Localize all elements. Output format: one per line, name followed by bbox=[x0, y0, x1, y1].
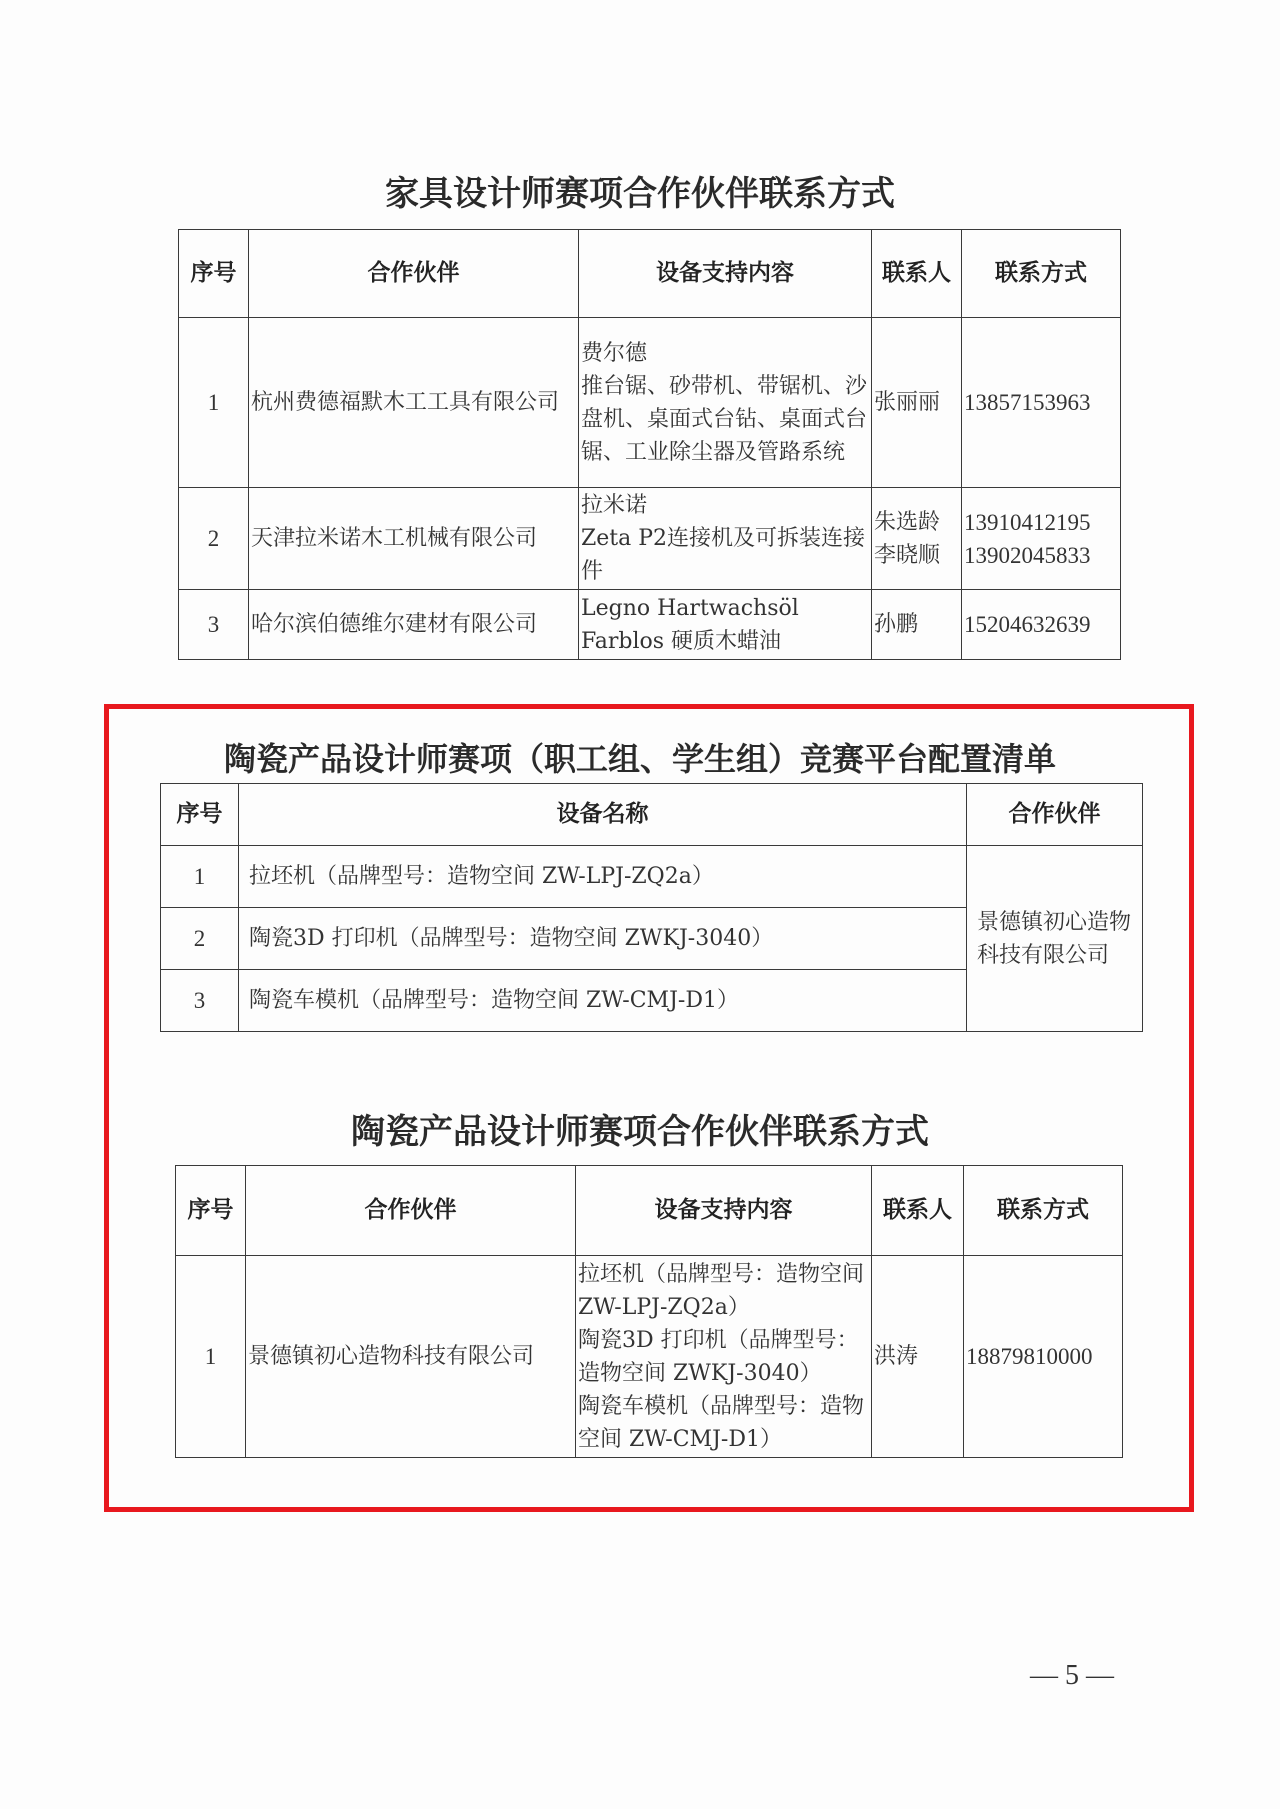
header-no: 序号 bbox=[179, 230, 249, 318]
table-row bbox=[179, 318, 1121, 488]
row-phone: 15204632639 bbox=[962, 590, 1121, 660]
row-phone bbox=[962, 488, 1121, 590]
phone-line: 13910412195 bbox=[964, 509, 1091, 535]
row-no: 3 bbox=[179, 590, 249, 660]
header-content: 设备支持内容 bbox=[576, 1166, 872, 1256]
row-contact: 孙鹏 bbox=[872, 590, 962, 660]
row-equipment: 拉坯机（品牌型号：造物空间 ZW-LPJ-ZQ2a） bbox=[239, 846, 967, 908]
content-line: Zeta P2连接机及可拆装连接件 bbox=[581, 526, 866, 584]
row-partner: 天津拉米诺木工机械有限公司 bbox=[249, 488, 579, 590]
phone-line: 13902045833 bbox=[964, 542, 1091, 568]
row-no: 1 bbox=[179, 318, 249, 488]
header-contact: 联系人 bbox=[872, 1166, 964, 1256]
furniture-partner-table bbox=[178, 229, 1121, 660]
page-number: — 5 — bbox=[1030, 1660, 1114, 1691]
table-header-row bbox=[176, 1166, 1123, 1256]
header-no: 序号 bbox=[176, 1166, 246, 1256]
row-equipment: 陶瓷车模机（品牌型号：造物空间 ZW-CMJ-D1） bbox=[239, 970, 967, 1032]
row-equipment: 陶瓷3D 打印机（品牌型号：造物空间 ZWKJ-3040） bbox=[239, 908, 967, 970]
header-phone: 联系方式 bbox=[962, 230, 1121, 318]
table-row bbox=[179, 488, 1121, 590]
row-partner: 杭州费德福默木工工具有限公司 bbox=[249, 318, 579, 488]
content-line: Farblos 硬质木蜡油 bbox=[581, 628, 782, 654]
row-partner: 景德镇初心造物科技有限公司 bbox=[967, 846, 1143, 1032]
table-row bbox=[161, 846, 1143, 908]
header-partner: 合作伙伴 bbox=[249, 230, 579, 318]
row-phone: 18879810000 bbox=[964, 1256, 1123, 1458]
table-row bbox=[176, 1256, 1123, 1458]
contact-line: 李晓顺 bbox=[874, 542, 941, 568]
section3-title: 陶瓷产品设计师赛项合作伙伴联系方式 bbox=[351, 1112, 929, 1152]
content-line: 陶瓷车模机（品牌型号：造物空间 ZW-CMJ-D1） bbox=[578, 1393, 865, 1452]
content-line: 拉坯机（品牌型号：造物空间 ZW-LPJ-ZQ2a） bbox=[578, 1261, 865, 1320]
row-content bbox=[579, 488, 872, 590]
row-partner: 哈尔滨伯德维尔建材有限公司 bbox=[249, 590, 579, 660]
row-contact: 张丽丽 bbox=[872, 318, 962, 488]
header-contact: 联系人 bbox=[872, 230, 962, 318]
row-phone: 13857153963 bbox=[962, 318, 1121, 488]
row-content bbox=[576, 1256, 872, 1458]
table-header-row bbox=[161, 784, 1143, 846]
row-contact: 洪涛 bbox=[872, 1256, 964, 1458]
content-line: 推台锯、砂带机、带锯机、沙盘机、桌面式台钻、桌面式台锯、工业除尘器及管路系统 bbox=[581, 373, 868, 465]
contact-line: 朱选龄 bbox=[874, 509, 941, 535]
header-phone: 联系方式 bbox=[964, 1166, 1123, 1256]
row-no: 2 bbox=[179, 488, 249, 590]
section1-title: 家具设计师赛项合作伙伴联系方式 bbox=[385, 174, 895, 214]
header-partner: 合作伙伴 bbox=[246, 1166, 576, 1256]
row-content bbox=[579, 318, 872, 488]
content-line: 费尔德 bbox=[581, 340, 648, 366]
table-header-row bbox=[179, 230, 1121, 318]
header-partner: 合作伙伴 bbox=[967, 784, 1143, 846]
content-line: Legno Hartwachsöl bbox=[581, 595, 799, 621]
row-no: 2 bbox=[161, 908, 239, 970]
content-line: 陶瓷3D 打印机（品牌型号：造物空间 ZWKJ-3040） bbox=[578, 1327, 859, 1386]
header-no: 序号 bbox=[161, 784, 239, 846]
row-partner: 景德镇初心造物科技有限公司 bbox=[246, 1256, 576, 1458]
row-no: 3 bbox=[161, 970, 239, 1032]
row-content bbox=[579, 590, 872, 660]
header-content: 设备支持内容 bbox=[579, 230, 872, 318]
content-line: 拉米诺 bbox=[581, 493, 648, 518]
table-row bbox=[179, 590, 1121, 660]
ceramic-partner-table bbox=[175, 1165, 1123, 1458]
header-equipment: 设备名称 bbox=[239, 784, 967, 846]
row-no: 1 bbox=[176, 1256, 246, 1458]
ceramic-platform-table bbox=[160, 783, 1143, 1032]
row-no: 1 bbox=[161, 846, 239, 908]
row-contact bbox=[872, 488, 962, 590]
section2-title: 陶瓷产品设计师赛项（职工组、学生组）竞赛平台配置清单 bbox=[223, 740, 1056, 778]
